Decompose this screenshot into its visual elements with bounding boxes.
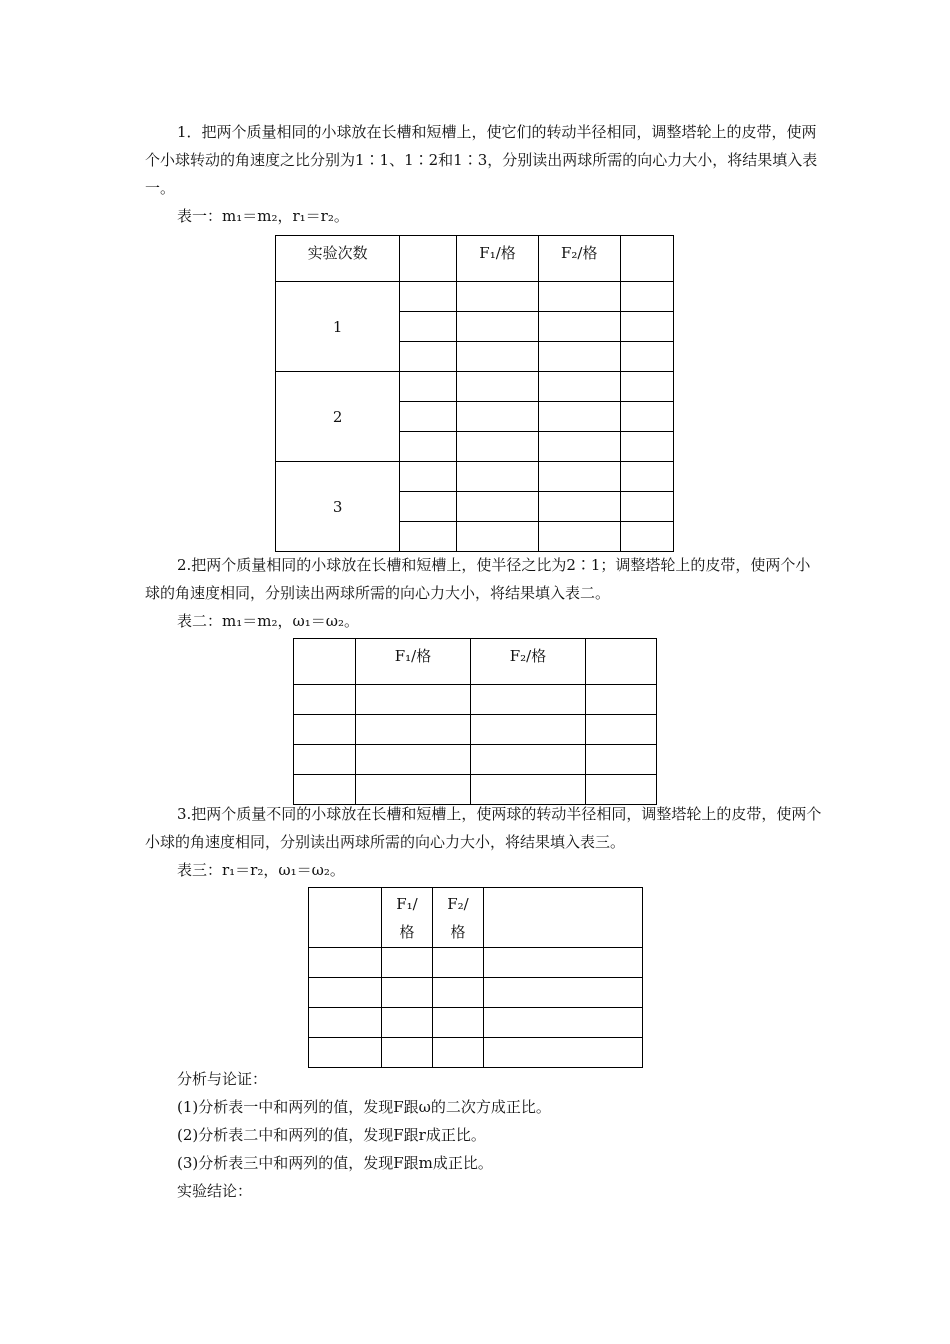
table1 (275, 235, 674, 552)
table-row (309, 948, 643, 978)
table3 (308, 887, 643, 1068)
table1-group-2: 2 (276, 372, 400, 462)
table3-caption: 表三：r₁＝r₂，ω₁＝ω₂。 (177, 861, 345, 879)
table2-header-blank-2 (586, 639, 657, 685)
table2-header-row (294, 639, 657, 685)
analysis-item-3: (3)分析表三中和两列的值，发现F跟m成正比。 (177, 1154, 493, 1172)
table3-header-blank (309, 888, 382, 948)
table2-header-blank (294, 639, 356, 685)
table1-header-trial: 实验次数 (276, 236, 400, 282)
table1-header-f2: F₂/格 (538, 236, 620, 282)
table-row (276, 462, 674, 492)
analysis-item-2: (2)分析表二中和两列的值，发现F跟r成正比。 (177, 1126, 486, 1144)
section1-paragraph: 1．把两个质量相同的小球放在长槽和短槽上，使它们的转动半径相同，调整塔轮上的皮带，使两个小球转动的角速度之比分别为1∶1、1∶2和1∶3，分别读出两球所需的向心力大小，将结果填入表一。 (145, 123, 818, 197)
table2 (293, 638, 657, 805)
table1-group-1: 1 (276, 282, 400, 372)
table1-group-3: 3 (276, 462, 400, 552)
table-row (276, 282, 674, 312)
table3-header-f1: F₁/格 (382, 888, 433, 948)
analysis-item-1: (1)分析表一中和两列的值，发现F跟ω的二次方成正比。 (177, 1098, 551, 1116)
table-row (309, 978, 643, 1008)
table2-header-f1: F₁/格 (356, 639, 471, 685)
table-row (276, 372, 674, 402)
table3-header-f2: F₂/格 (433, 888, 484, 948)
section3-paragraph: 3.把两个质量不同的小球放在长槽和短槽上，使两球的转动半径相同，调整塔轮上的皮带，使两个小球的角速度相同，分别读出两球所需的向心力大小，将结果填入表三。 (145, 805, 822, 851)
table-row (294, 685, 657, 715)
section2-paragraph: 2.把两个质量相同的小球放在长槽和短槽上，使半径之比为2∶1；调整塔轮上的皮带，使两个小球的角速度相同，分别读出两球所需的向心力大小，将结果填入表二。 (145, 556, 811, 602)
conclusion-label: 实验结论： (177, 1182, 253, 1200)
analysis-title: 分析与论证： (177, 1070, 268, 1088)
table1-caption: 表一：m₁＝m₂，r₁＝r₂。 (177, 207, 349, 225)
table3-header-blank-2 (484, 888, 643, 948)
table3-header-row (309, 888, 643, 948)
table-row (309, 1008, 643, 1038)
table1-header-blank-2 (620, 236, 673, 282)
table2-header-f2: F₂/格 (471, 639, 586, 685)
table-row (309, 1038, 643, 1068)
table2-caption: 表二：m₁＝m₂，ω₁＝ω₂。 (177, 612, 359, 630)
table-row (294, 715, 657, 745)
table-row (294, 745, 657, 775)
table1-header-blank (400, 236, 457, 282)
table1-header-row (276, 236, 674, 282)
table1-header-f1: F₁/格 (457, 236, 538, 282)
